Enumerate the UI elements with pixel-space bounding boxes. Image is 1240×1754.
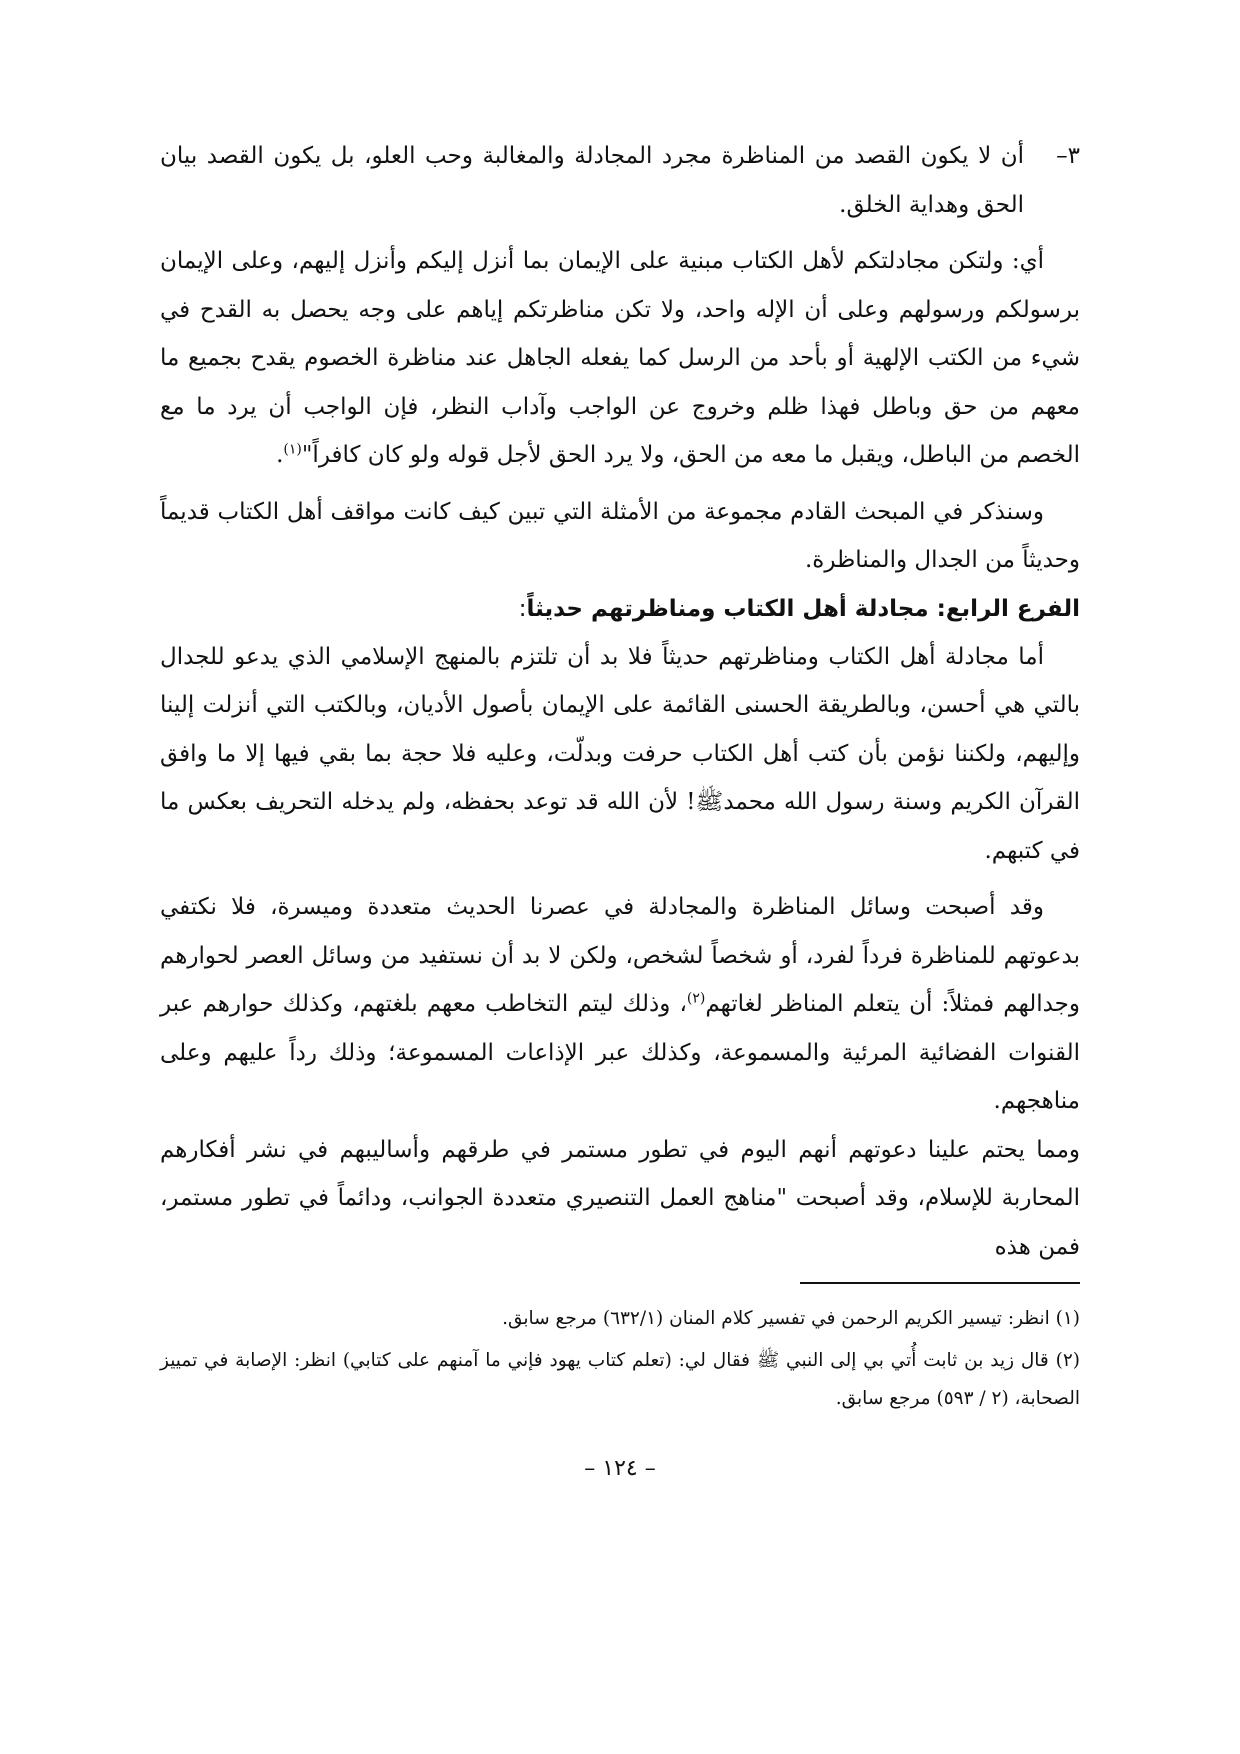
footnote-ref-1[interactable]: (١) <box>283 441 302 458</box>
list-number: ٣– <box>1056 143 1080 169</box>
footnote-separator <box>800 1282 1080 1284</box>
list-item-3 <box>160 132 1080 229</box>
paragraph-examples-intro: وسنذكر في المبحث القادم مجموعة من الأمثلة التي تبين كيف كانت مواقف أهل الكتاب قديماً وحديثاً من الجدال والمناظرة. <box>160 498 1080 573</box>
footnote-2: (٢) قال زيد بن ثابت أُتي بي إلى النبي ﷺ فقال لي: (تعلم كتاب يهود فإني ما آمنهم على كتابي) انظر: الإصابة في تمييز الصحابة، (٢ / ٥٩٣) مرجع سابق. <box>160 1350 1080 1409</box>
footnote-1: (١) انظر: تيسير الكريم الرحمن في تفسير كلام المنان (٦٣٢/١) مرجع سابق. <box>502 1308 1080 1329</box>
paragraph-modern-debate: أما مجادلة أهل الكتاب ومناظرتهم حديثاً فلا بد أن تلتزم بالمنهج الإسلامي الذي يدعو للجدال بالتي هي أحسن، وبالطريقة الحسنى القائمة على الإيمان بأصول الأديان، وبالكتب التي أنزلت إلينا وإليهم، ولكننا نؤمن بأن كتب أهل الكتاب حرفت وبدلّت، وعليه فلا حجة بما بقي فيها إلا ما وافق القرآن الكريم وسنة رسول الله محمدﷺ! لأن الله قد توعد بحفظه، ولم يدخله التحريف بعكس ما في كتبهم. <box>160 643 1080 864</box>
list-item-text: أن لا يكون القصد من المناظرة مجرد المجادلة والمغالبة وحب العلو، بل يكون القصد بيان الحق وهداية الخلق. <box>160 143 1024 218</box>
footnotes <box>160 1300 1080 1422</box>
paragraph-missionary-methods: ومما يحتم علينا دعوتهم أنهم اليوم في تطور مستمر في طرقهم وأساليبهم في نشر أفكارهم المحاربة للإسلام، وقد أصبحت "مناهج العمل التنصيري متعددة الجوانب، ودائماً في تطور مستمر، فمن هذه <box>160 1136 1080 1260</box>
section-heading <box>160 585 1080 633</box>
paragraph-text: وقد أصبحت وسائل المناظرة والمجادلة في عصرنا الحديث متعددة وميسرة، فلا نكتفي بدعوتهم للمناظرة فرداً لفرد، أو شخصاً لشخص، ولكن لا بد أن نستفيد من وسائل العصر لحوارهم وجدالهم فمثلاً: أن يتعلم المناظر لغاتهم <box>160 894 1080 1017</box>
paragraph-tafsir-quote <box>160 237 1080 480</box>
section-heading-text: الفرع الرابع: مجادلة أهل الكتاب ومناظرتهم حديثاً <box>526 595 1080 622</box>
footnote-ref-2[interactable]: (٢) <box>686 990 706 1007</box>
paragraph-text: أي: ولتكن مجادلتكم لأهل الكتاب مبنية على الإيمان بما أنزل إليكم وأنزل إليهم، وعلى الإيمان برسولكم ورسولهم وعلى أن الإله واحد، ولا تكن مناظرتكم إياهم على وجه يحصل به القدح في شيء من الكتب الإلهية أو بأحد من الرسل كما يفعله الجاهل عند مناظرة الخصوم يقدح بجميع ما معهم من حق وباطل فهذا ظلم وخروج عن الواجب وآداب النظر، فإن الواجب أن يرد ما مع الخصم من الباطل، ويقبل ما معه من الحق، ولا يرد الحق لأجل قوله ولو كان كافراً" <box>160 248 1080 468</box>
paragraph-text-continued: ، وذلك ليتم التخاطب معهم بلغتهم، وكذلك حوارهم عبر القنوات الفضائية المرئية والمسموعة، وكذلك عبر الإذاعات المسموعة؛ وذلك رداً عليهم وعلى مناهجهم. <box>160 991 1080 1114</box>
page-number: – ١٢٤ – <box>584 1456 656 1481</box>
main-text <box>160 132 1080 1271</box>
section-heading-colon: : <box>518 595 527 622</box>
paragraph-end: . <box>276 442 284 468</box>
paragraph-debate-means <box>160 883 1080 1126</box>
